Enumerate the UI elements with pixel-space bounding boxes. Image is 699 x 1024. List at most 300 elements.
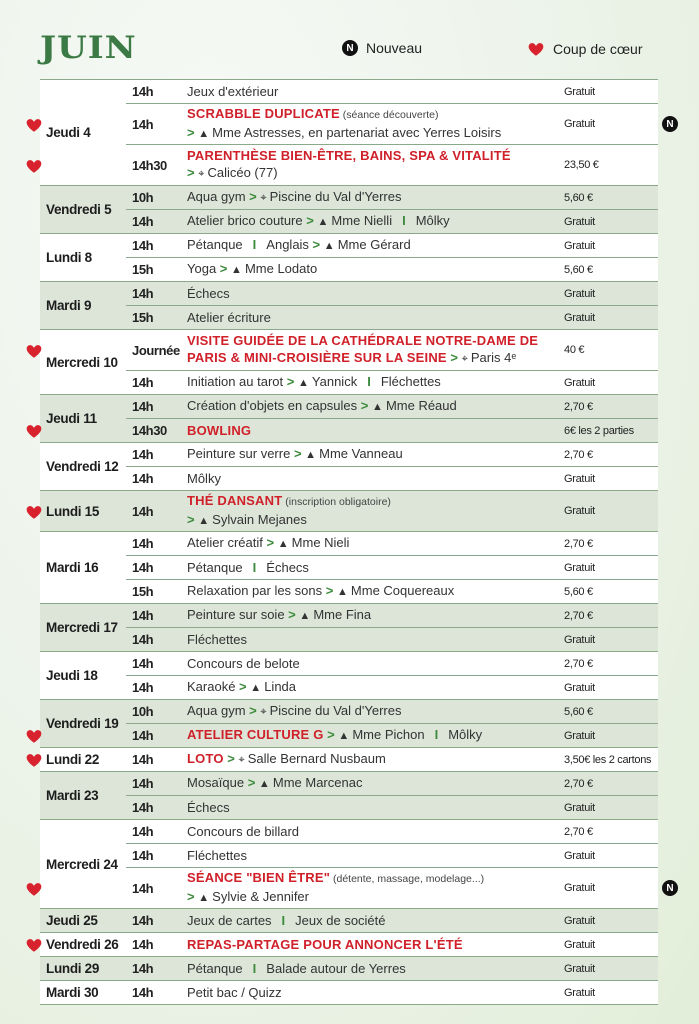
- day-entries: [126, 652, 658, 699]
- day-label: Mardi 23: [46, 788, 99, 803]
- heart-icon: [527, 40, 545, 58]
- activity-title: Aqua gym: [187, 703, 246, 718]
- activity-cell: [187, 582, 564, 601]
- day-label: Mercredi 10: [46, 354, 118, 370]
- arrow-icon: >: [302, 213, 318, 228]
- day-group: [40, 186, 658, 234]
- time-cell: 14h: [132, 632, 154, 647]
- location-pin-icon: ⌖: [238, 754, 248, 766]
- activity-cell: [187, 678, 564, 697]
- activity-cell: [187, 631, 564, 648]
- activity-cell: [187, 960, 564, 977]
- time-cell: 14h: [132, 536, 154, 551]
- day-label: Mardi 30: [46, 985, 99, 1000]
- activity-extra: Môlky: [415, 213, 450, 228]
- time-cell: 14h: [132, 880, 154, 896]
- person-icon: ▲: [231, 264, 245, 276]
- activity-extra: Anglais: [266, 237, 309, 252]
- day-label: Mardi 9: [46, 298, 92, 313]
- day-entries: [126, 909, 658, 932]
- price-cell: Gratuit: [564, 561, 595, 574]
- day-group: [40, 443, 658, 491]
- day-label: Jeudi 18: [46, 668, 98, 683]
- arrow-icon: >: [187, 165, 199, 180]
- arrow-icon: >: [244, 775, 259, 790]
- separator: I: [252, 237, 257, 252]
- activity-title: VISITE GUIDÉE DE LA CATHÉDRALE NOTRE-DAME DE: [187, 333, 539, 348]
- activity-detail: Mme Marcenac: [272, 775, 363, 790]
- schedule-row: [126, 186, 658, 209]
- price-cell: 40 €: [564, 344, 585, 356]
- separator: I: [281, 913, 286, 928]
- price-cell: Gratuit: [564, 729, 595, 742]
- day-label: Lundi 22: [46, 752, 100, 767]
- arrow-icon: >: [308, 237, 324, 252]
- activity-detail: Salle Bernard Nusbaum: [247, 751, 386, 766]
- price-cell: 2,70 €: [564, 448, 593, 461]
- activity-title: Karaoké: [187, 679, 236, 694]
- price-cell: Gratuit: [564, 914, 595, 927]
- activity-cell: [187, 492, 564, 530]
- schedule-row: [126, 652, 658, 675]
- price-cell: Gratuit: [564, 681, 595, 694]
- legend-favorite-label: Coup de cœur: [553, 41, 643, 57]
- time-cell: 14h: [132, 471, 154, 486]
- price-cell: Gratuit: [564, 85, 595, 98]
- arrow-icon: >: [187, 125, 199, 140]
- activity-cell: [187, 397, 564, 416]
- schedule-row: [126, 282, 658, 305]
- price-cell: 2,70 €: [564, 400, 593, 413]
- activity-detail: Mme Nielli: [331, 213, 393, 228]
- price-cell: 23,50 €: [564, 159, 599, 171]
- activity-detail: Mme Vanneau: [319, 446, 403, 461]
- day-entries: [126, 186, 658, 233]
- day-entries: [126, 981, 658, 1004]
- month-title: JUIN: [40, 30, 137, 66]
- day-label: Mercredi 24: [46, 856, 118, 872]
- activity-title: Jeux d'extérieur: [187, 84, 279, 99]
- price-cell: Gratuit: [564, 311, 595, 324]
- time-cell: 14h: [132, 84, 154, 99]
- activity-detail: Mme Coquereaux: [350, 583, 455, 598]
- activity-cell: [187, 534, 564, 553]
- activity-title: Échecs: [187, 800, 230, 815]
- arrow-icon: >: [235, 679, 251, 694]
- activity-cell: [187, 470, 564, 487]
- activity-title: Relaxation par les sons: [187, 583, 323, 598]
- separator: I: [402, 213, 406, 228]
- day-label: Vendredi 19: [46, 716, 119, 731]
- activity-cell: [187, 105, 564, 143]
- schedule-row: [126, 909, 658, 932]
- arrow-icon: >: [187, 512, 199, 527]
- activity-title: Atelier brico couture: [187, 213, 303, 228]
- heart-icon: [25, 503, 43, 521]
- time-cell: 15h: [132, 262, 154, 277]
- heart-icon: [25, 880, 43, 898]
- day-entries: [126, 491, 658, 531]
- day-entries: [126, 748, 658, 771]
- activity-cell: [187, 332, 564, 368]
- separator: I: [252, 961, 257, 976]
- schedule-row: [126, 795, 658, 819]
- time-cell: 14h: [132, 447, 154, 462]
- price-cell: Gratuit: [564, 472, 595, 485]
- activity-title: Atelier créatif: [187, 535, 263, 550]
- arrow-icon: >: [245, 189, 261, 204]
- day-group: [40, 395, 658, 443]
- activity-detail: Mme Fina: [313, 607, 372, 622]
- day-label: Jeudi 4: [46, 125, 91, 140]
- day-group: [40, 957, 658, 981]
- day-group: [40, 772, 658, 820]
- price-cell: Gratuit: [564, 376, 595, 389]
- price-cell: Gratuit: [564, 118, 595, 130]
- schedule-row: [126, 418, 658, 442]
- day-group: [40, 532, 658, 604]
- activity-cell: [187, 147, 564, 183]
- day-entries: [126, 282, 658, 329]
- price-cell: 5,60 €: [564, 263, 593, 276]
- person-icon: ▲: [258, 778, 273, 790]
- time-cell: 14h: [132, 375, 154, 390]
- schedule-row: [126, 627, 658, 651]
- activity-detail: Piscine du Val d'Yerres: [269, 703, 402, 718]
- activity-cell: [187, 606, 564, 625]
- activity-title: Création d'objets en capsules: [187, 398, 358, 413]
- day-group: [40, 933, 658, 957]
- day-entries: [126, 234, 658, 281]
- arrow-icon: >: [283, 374, 298, 389]
- arrow-icon: >: [357, 398, 372, 413]
- day-label: Mercredi 17: [46, 620, 118, 635]
- activity-title: Aqua gym: [187, 189, 246, 204]
- activity-title: REPAS-PARTAGE POUR ANNONCER L'ÉTÉ: [187, 937, 463, 952]
- activity-title: Môlky: [187, 471, 221, 486]
- activity-title: THÉ DANSANT: [187, 493, 283, 508]
- activity-cell: [187, 847, 564, 864]
- schedule-row: [126, 675, 658, 699]
- time-cell: 14h: [132, 656, 154, 671]
- new-badge-icon: N: [662, 116, 678, 132]
- activity-title: Fléchettes: [187, 632, 247, 647]
- price-cell: 2,70 €: [564, 825, 593, 838]
- price-cell: Gratuit: [564, 962, 595, 975]
- day-group: [40, 234, 658, 282]
- activity-cell: [187, 422, 564, 439]
- schedule-row: [126, 209, 658, 233]
- day-group: [40, 820, 674, 909]
- location-pin-icon: ⌖: [461, 353, 471, 365]
- day-label: Mardi 16: [46, 560, 99, 575]
- day-group: [40, 491, 658, 532]
- person-icon: ▲: [250, 682, 265, 694]
- time-cell: 14h: [132, 824, 154, 839]
- activity-cell: [187, 373, 564, 392]
- activity-detail: Mme Nieli: [291, 535, 350, 550]
- schedule-row: [126, 466, 658, 490]
- activity-detail: Mme Gérard: [337, 237, 411, 252]
- person-icon: ▲: [338, 730, 353, 742]
- activity-title: SCRABBLE DUPLICATE: [187, 106, 340, 121]
- activity-title: Peinture sur soie: [187, 607, 285, 622]
- activity-extra: Jeux de société: [295, 913, 386, 928]
- activity-detail: Sylvain Mejanes: [212, 512, 307, 527]
- day-group: [40, 330, 658, 395]
- day-group: [40, 282, 658, 330]
- activity-title: Concours de billard: [187, 824, 300, 839]
- activity-title: Jeux de cartes: [187, 913, 272, 928]
- day-entries: [126, 604, 658, 651]
- legend-new-label: Nouveau: [366, 40, 423, 56]
- schedule-row: [126, 305, 658, 329]
- activity-title: ATELIER CULTURE G: [187, 727, 324, 742]
- day-entries: [126, 443, 658, 490]
- activity-note: (détente, massage, modelage...): [330, 873, 485, 885]
- activity-cell: [187, 285, 564, 302]
- schedule-row: [126, 491, 658, 531]
- activity-title: PARENTHÈSE BIEN-ÊTRE, BAINS, SPA & VITALITÉ: [187, 148, 511, 163]
- price-cell: Gratuit: [564, 633, 595, 646]
- day-label: Lundi 15: [46, 503, 100, 519]
- arrow-icon: >: [322, 583, 337, 598]
- activity-cell: [187, 236, 564, 255]
- day-group: [40, 652, 658, 700]
- price-cell: 2,70 €: [564, 609, 593, 622]
- activity-cell: [187, 936, 564, 953]
- activity-detail: Mme Pichon: [352, 727, 425, 742]
- activity-title-line2: PARIS & MINI-CROISIÈRE SUR LA SEINE: [187, 350, 447, 365]
- time-cell: 14h: [132, 776, 154, 791]
- schedule-row: [126, 843, 658, 867]
- time-cell: 14h: [132, 913, 154, 928]
- location-pin-icon: ⌖: [198, 168, 208, 180]
- activity-title: Concours de belote: [187, 656, 300, 671]
- day-label: Vendredi 12: [46, 459, 119, 474]
- person-icon: ▲: [317, 216, 332, 228]
- schedule-row: [126, 700, 658, 723]
- time-cell: 15h: [132, 584, 154, 599]
- activity-cell: [187, 702, 564, 721]
- day-entries: [126, 933, 658, 956]
- day-entries: [126, 772, 658, 819]
- schedule-row: [126, 395, 658, 418]
- day-entries: [126, 532, 658, 603]
- activity-cell: [187, 260, 564, 279]
- day-group: [40, 80, 674, 186]
- schedule-row: [126, 723, 658, 747]
- price-cell: Gratuit: [564, 882, 595, 894]
- location-pin-icon: ⌖: [260, 192, 270, 204]
- price-cell: Gratuit: [564, 239, 595, 252]
- activity-cell: [187, 984, 564, 1001]
- price-cell: 2,70 €: [564, 657, 593, 670]
- day-label: Lundi 8: [46, 250, 92, 265]
- activity-cell: [187, 799, 564, 816]
- arrow-icon: >: [187, 889, 199, 904]
- arrow-icon: >: [446, 350, 462, 365]
- activity-title: Peinture sur verre: [187, 446, 291, 461]
- price-cell: 5,60 €: [564, 191, 593, 204]
- time-cell: 14h: [132, 116, 154, 132]
- legend-favorite: [527, 40, 642, 58]
- day-entries: [126, 820, 674, 908]
- activity-detail: Sylvie & Jennifer: [212, 889, 309, 904]
- arrow-icon: >: [262, 535, 278, 550]
- schedule-row: [126, 820, 658, 843]
- time-cell: 15h: [132, 310, 154, 325]
- activity-detail: Calicéo (77): [207, 165, 278, 180]
- schedule-row: [126, 370, 658, 394]
- schedule-row: [126, 933, 658, 956]
- heart-icon: [25, 422, 43, 440]
- activity-title: Pétanque: [187, 560, 243, 575]
- day-label: Vendredi 26: [46, 937, 119, 952]
- person-icon: ▲: [198, 892, 213, 904]
- schedule-row: [126, 532, 658, 555]
- day-entries: [126, 957, 658, 980]
- day-entries: [126, 330, 658, 394]
- price-cell: Gratuit: [564, 849, 595, 862]
- day-entries: [126, 80, 674, 185]
- arrow-icon: >: [216, 261, 231, 276]
- person-icon: ▲: [198, 515, 213, 527]
- activity-title: LOTO: [187, 751, 224, 766]
- schedule-row: [126, 257, 658, 281]
- new-badge-icon: N: [342, 40, 358, 56]
- day-group: [40, 909, 658, 933]
- price-cell: 2,70 €: [564, 537, 593, 550]
- arrow-icon: >: [223, 751, 239, 766]
- activity-cell: [187, 212, 564, 231]
- time-cell: 14h: [132, 937, 154, 952]
- day-group: [40, 981, 658, 1005]
- arrow-icon: >: [245, 703, 261, 718]
- time-cell: 14h: [132, 214, 154, 229]
- activity-cell: [187, 655, 564, 672]
- person-icon: ▲: [371, 401, 386, 413]
- time-cell: 14h: [132, 286, 154, 301]
- activity-title: BOWLING: [187, 423, 252, 438]
- activity-detail: Yannick: [311, 374, 358, 389]
- day-group: [40, 700, 658, 748]
- time-cell: 14h: [132, 961, 154, 976]
- time-cell: 14h: [132, 985, 154, 1000]
- day-group: [40, 604, 658, 652]
- activity-title: Pétanque: [187, 237, 243, 252]
- schedule-row: [126, 234, 658, 257]
- activity-cell: [187, 774, 564, 793]
- arrow-icon: >: [323, 727, 339, 742]
- activity-detail: Mme Réaud: [385, 398, 457, 413]
- activity-note: (séance découverte): [339, 109, 439, 121]
- arrow-icon: >: [284, 607, 300, 622]
- heart-icon: [25, 727, 43, 745]
- activity-cell: [187, 83, 564, 100]
- price-cell: Gratuit: [564, 505, 595, 517]
- schedule-row: [126, 604, 658, 627]
- price-cell: 5,60 €: [564, 585, 593, 598]
- activity-extra: Balade autour de Yerres: [266, 961, 406, 976]
- location-pin-icon: ⌖: [260, 706, 270, 718]
- activity-title: SÉANCE "BIEN ÊTRE": [187, 870, 331, 885]
- time-cell: 14h: [132, 680, 154, 695]
- time-cell: 14h: [132, 848, 154, 863]
- time-cell: 14h: [132, 238, 154, 253]
- activity-title: Yoga: [187, 261, 217, 276]
- heart-icon: [25, 116, 43, 134]
- activity-title: Petit bac / Quizz: [187, 985, 282, 1000]
- schedule-row: [126, 867, 674, 908]
- time-cell: 14h30: [132, 423, 167, 438]
- time-cell: 10h: [132, 190, 154, 205]
- time-cell: 14h: [132, 560, 154, 575]
- activity-cell: [187, 726, 564, 745]
- schedule-row: [126, 981, 658, 1004]
- day-entries: [126, 700, 658, 747]
- price-cell: Gratuit: [564, 938, 595, 951]
- legend-new: [342, 40, 422, 56]
- activity-title: Initiation au tarot: [187, 374, 284, 389]
- heart-icon: [25, 157, 43, 175]
- activity-cell: [187, 823, 564, 840]
- price-cell: 2,70 €: [564, 777, 593, 790]
- day-label: Jeudi 11: [46, 411, 97, 426]
- time-cell: 14h30: [132, 157, 167, 173]
- time-cell: 10h: [132, 704, 154, 719]
- time-cell: 14h: [132, 503, 154, 519]
- day-label: Jeudi 25: [46, 913, 98, 928]
- activity-cell: [187, 869, 564, 907]
- schedule-row: [126, 330, 658, 370]
- time-cell: 14h: [132, 608, 154, 623]
- activity-detail: Paris 4ᵉ: [470, 350, 517, 365]
- arrow-icon: >: [290, 446, 306, 461]
- time-cell: 14h: [132, 728, 154, 743]
- price-cell: 3,50€ les 2 cartons: [564, 753, 652, 766]
- day-label: Vendredi 5: [46, 202, 112, 217]
- person-icon: ▲: [297, 377, 312, 389]
- activity-cell: [187, 912, 564, 929]
- price-cell: Gratuit: [564, 986, 595, 999]
- time-cell: 14h: [132, 800, 154, 815]
- schedule-row: [126, 443, 658, 466]
- time-cell: Journée: [132, 342, 180, 358]
- activity-title: Pétanque: [187, 961, 243, 976]
- person-icon: ▲: [323, 240, 338, 252]
- activity-extra: Échecs: [266, 560, 309, 575]
- person-icon: ▲: [299, 610, 314, 622]
- schedule-row: [126, 748, 658, 771]
- person-icon: ▲: [336, 586, 351, 598]
- schedule-row: [126, 80, 658, 103]
- activity-cell: [187, 445, 564, 464]
- heart-icon: [25, 936, 43, 954]
- activity-title: Fléchettes: [187, 848, 247, 863]
- activity-cell: [187, 309, 564, 326]
- schedule-row: [126, 957, 658, 980]
- price-cell: Gratuit: [564, 801, 595, 814]
- price-cell: Gratuit: [564, 215, 595, 228]
- activity-detail: Piscine du Val d'Yerres: [269, 189, 402, 204]
- activity-extra: Fléchettes: [380, 374, 441, 389]
- person-icon: ▲: [305, 449, 320, 461]
- activity-title: Atelier écriture: [187, 310, 271, 325]
- activity-extra: Môlky: [448, 727, 483, 742]
- day-group: [40, 748, 658, 772]
- time-cell: 14h: [132, 399, 154, 414]
